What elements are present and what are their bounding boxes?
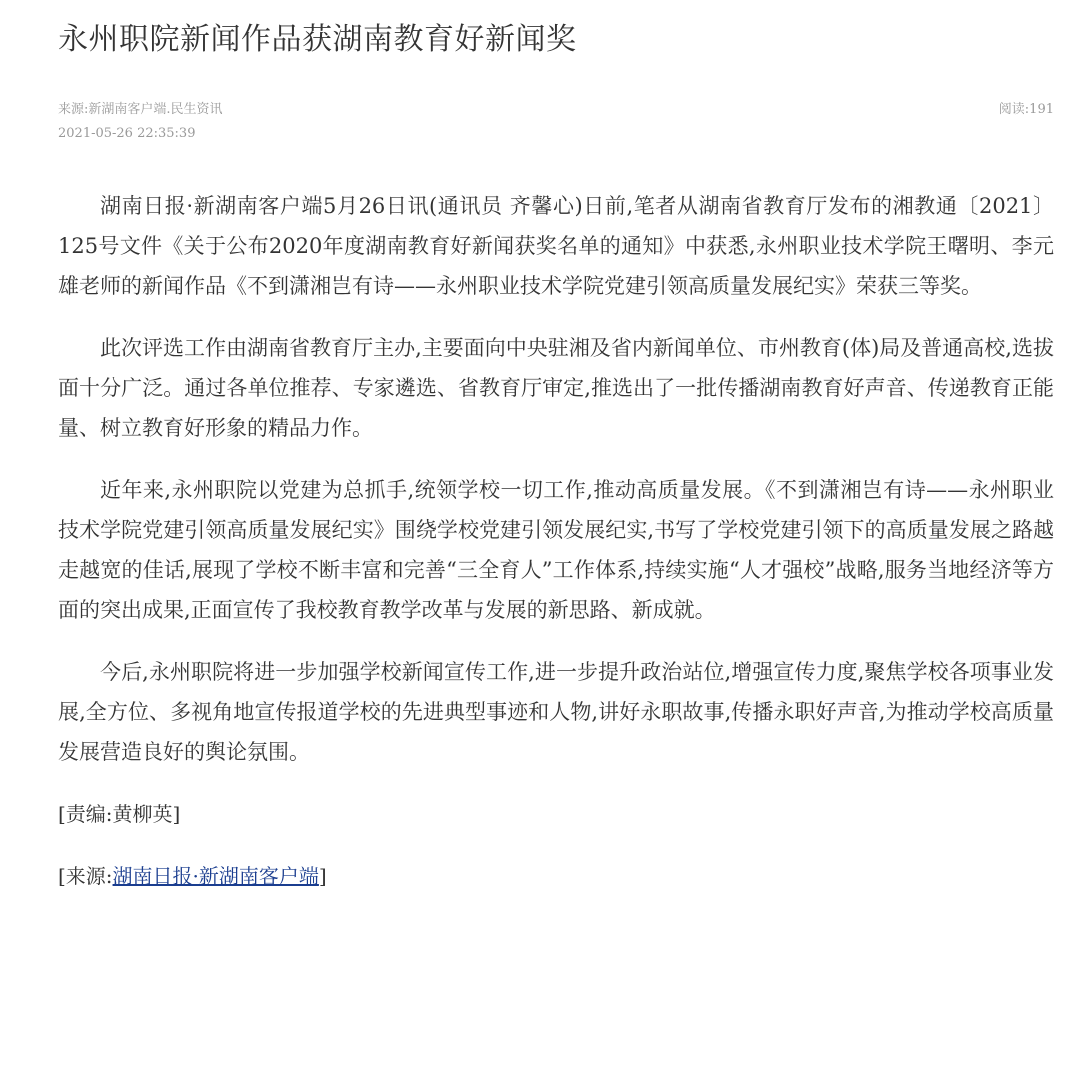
source-link[interactable]: 湖南日报·新湖南客户端 (112, 864, 319, 888)
meta-left (58, 98, 223, 146)
meta-datetime: 2021-05-26 22:35:39 (58, 126, 196, 141)
article-body (58, 186, 1054, 896)
read-count-value: 191 (1029, 102, 1054, 117)
article-paragraph: 近年来,永州职院以党建为总抓手,统领学校一切工作,推动高质量发展。《不到潇湘岂有诗——永州职业技术学院党建引领高质量发展纪实》围绕学校党建引领发展纪实,书写了学校党建引领下的高质量发展之路越走越宽的佳话,展现了学校不断丰富和完善“三全育人”工作体系,持续实施“人才强校”战略,服务当地经济等方面的突出成果,正面宣传了我校教育教学改革与发展的新思路、新成就。 (58, 478, 1054, 622)
article (58, 0, 1054, 896)
article-paragraph: 此次评选工作由湖南省教育厅主办,主要面向中央驻湘及省内新闻单位、市州教育(体)局及普通高校,选拔面十分广泛。通过各单位推荐、专家遴选、省教育厅审定,推选出了一批传播湖南教育好声音、传递教育正能量、树立教育好形象的精品力作。 (58, 336, 1054, 440)
source-credit (58, 856, 1054, 896)
source-suffix: ] (318, 864, 327, 888)
article-paragraph: 湖南日报·新湖南客户端5月26日讯(通讯员 齐馨心)日前,笔者从湖南省教育厅发布的湘教通〔2021〕125号文件《关于公布2020年度湖南教育好新闻获奖名单的通知》中获悉,永州职业技术学院王曙明、李元雄老师的新闻作品《不到潇湘岂有诗——永州职业技术学院党建引领高质量发展纪实》荣获三等奖。 (58, 194, 1054, 298)
article-title: 永州职院新闻作品获湖南教育好新闻奖 (58, 22, 577, 57)
article-meta (58, 98, 1054, 150)
editor-prefix: [责编: (58, 802, 113, 826)
meta-source: 来源:新湖南客户端.民生资讯 (58, 102, 223, 117)
article-paragraph: 今后,永州职院将进一步加强学校新闻宣传工作,进一步提升政治站位,增强宣传力度,聚焦学校各项事业发展,全方位、多视角地宣传报道学校的先进典型事迹和人物,讲好永职故事,传播永职好声音,为推动学校高质量发展营造良好的舆论氛围。 (58, 660, 1054, 764)
read-count (999, 98, 1054, 122)
editor-name: 黄柳英 (112, 802, 173, 826)
source-prefix: [来源: (58, 864, 113, 888)
read-count-label: 阅读: (998, 102, 1030, 117)
editor-suffix: ] (172, 802, 181, 826)
editor-credit (58, 794, 1054, 834)
